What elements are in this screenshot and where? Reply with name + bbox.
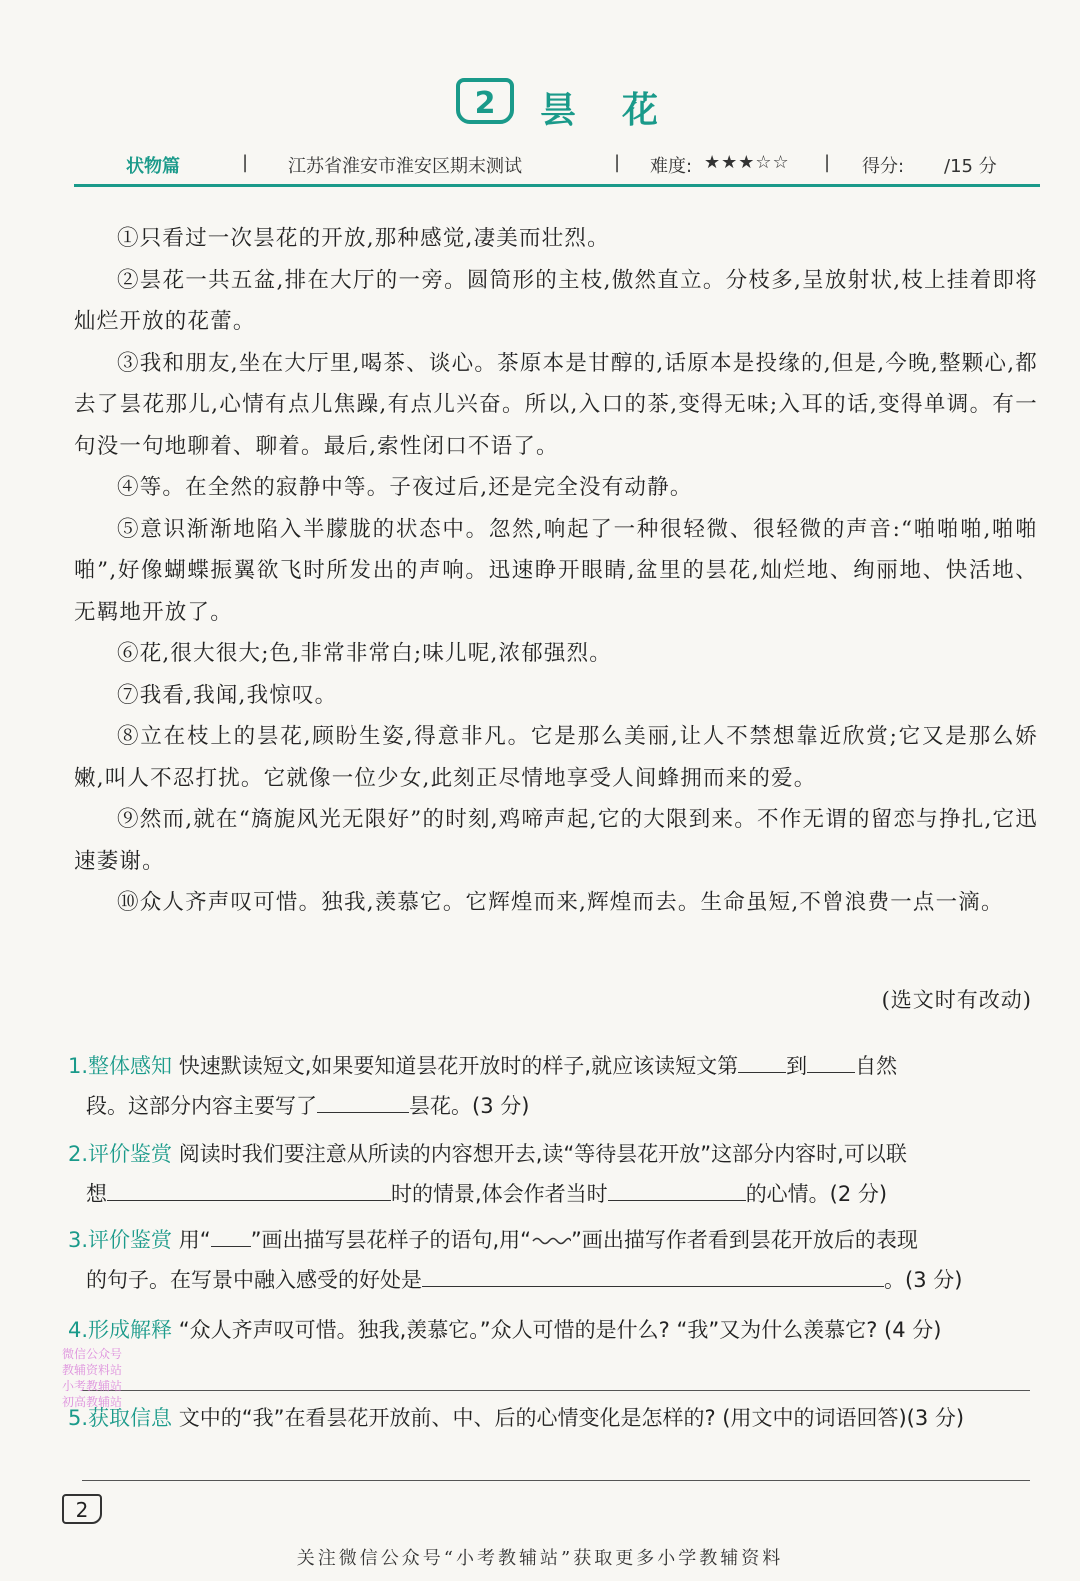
question-text: 想 bbox=[86, 1182, 107, 1206]
question-text: ”画出描写昙花样子的语句,用“ bbox=[250, 1228, 532, 1252]
question-text: 到 bbox=[786, 1054, 808, 1078]
answer-blank[interactable] bbox=[107, 1178, 391, 1201]
question-text: ”画出描写作者看到昙花开放后的表现 bbox=[571, 1228, 918, 1252]
category-label: 状物篇 bbox=[126, 156, 180, 177]
wavy-underline-icon bbox=[531, 1235, 571, 1247]
difficulty-stars: ★★★☆☆ bbox=[704, 152, 790, 173]
paragraph: ⑩众人齐声叹可惜。独我,羡慕它。它辉煌而来,辉煌而去。生命虽短,不曾浪费一点一滴。 bbox=[117, 890, 1004, 915]
divider: | bbox=[614, 152, 621, 173]
watermark-line: 教辅资料站 bbox=[62, 1363, 123, 1377]
question-4 bbox=[68, 1310, 1034, 1350]
question-text: 快速默读短文,如果要知道昙花开放时的样子,就应该读短文第 bbox=[172, 1054, 739, 1078]
paragraph: ⑦我看,我闻,我惊叹。 bbox=[117, 682, 338, 708]
divider: | bbox=[242, 152, 249, 173]
question-text: 的心情。(2 分) bbox=[745, 1182, 888, 1206]
paragraph: ⑨然而,就在“旖旎风光无限好”的时刻,鸡啼声起,它的大限到来。不作无谓的留恋与挣扎,它迅速萎谢。 bbox=[74, 807, 1038, 874]
score-label: 得分: bbox=[862, 156, 905, 177]
answer-blank[interactable] bbox=[317, 1090, 409, 1113]
watermark bbox=[62, 1346, 122, 1410]
question-tag: 1.整体感知 bbox=[68, 1054, 173, 1078]
paragraph: ①只看过一次昙花的开放,那种感觉,凄美而壮烈。 bbox=[117, 226, 610, 251]
divider: | bbox=[824, 152, 831, 173]
answer-line[interactable] bbox=[82, 1480, 1030, 1481]
watermark-line: 小考教辅站 bbox=[62, 1379, 123, 1393]
lesson-title: 昙花 bbox=[540, 89, 705, 131]
difficulty-label: 难度: bbox=[650, 156, 693, 177]
paragraph: ⑧立在枝上的昙花,顾盼生姿,得意非凡。它是那么美丽,让人不禁想靠近欣赏;它又是那么娇嫩,叫人不忍打扰。它就像一位少女,此刻正尽情地享受人间蜂拥而来的爱。 bbox=[74, 724, 1038, 791]
lesson-number-badge: 2 bbox=[456, 78, 514, 124]
question-text: “众人齐声叹可惜。独我,羡慕它。”众人可惜的是什么? “我”又为什么羡慕它? (4 分) bbox=[172, 1318, 942, 1342]
paragraph: ⑥花,很大很大;色,非常非常白;味儿呢,浓郁强烈。 bbox=[117, 641, 612, 666]
answer-line[interactable] bbox=[82, 1390, 1030, 1391]
paragraph: ⑤意识渐渐地陷入半朦胧的状态中。忽然,响起了一种很轻微、很轻微的声音:“啪啪啪,啪啪啪”,好像蝴蝶振翼欲飞时所发出的声响。迅速睁开眼睛,盆里的昙花,灿烂地、绚丽地、快活地、无羁地开放了。 bbox=[74, 516, 1038, 625]
page-number: 2 bbox=[62, 1494, 102, 1524]
paragraph: ④等。在全然的寂静中等。子夜过后,还是完全没有动静。 bbox=[117, 475, 693, 500]
question-3 bbox=[68, 1220, 1034, 1300]
straight-underline-mark bbox=[211, 1224, 251, 1247]
answer-blank[interactable] bbox=[807, 1050, 855, 1073]
question-text: 文中的“我”在看昙花开放前、中、后的心情变化是怎样的? (用文中的词语回答)(3 分) bbox=[172, 1406, 965, 1430]
question-5 bbox=[68, 1398, 1034, 1438]
meta-bar bbox=[74, 146, 1040, 187]
question-text: 。(3 分) bbox=[884, 1268, 963, 1292]
question-text: 时的情景,体会作者当时 bbox=[391, 1182, 608, 1206]
watermark-line: 微信公众号 bbox=[62, 1347, 123, 1361]
paragraph: ③我和朋友,坐在大厅里,喝茶、谈心。茶原本是甘醇的,话原本是投缘的,但是,今晚,整颗心,都去了昙花那儿,心情有点儿焦躁,有点儿兴奋。所以,入口的茶,变得无味;入耳的话,变得单调。有一句没一句地聊着、聊着。最后,索性闭口不语了。 bbox=[74, 350, 1038, 459]
question-2 bbox=[68, 1134, 1034, 1214]
score-total: /15 分 bbox=[944, 156, 997, 177]
question-tag: 3.评价鉴赏 bbox=[68, 1228, 173, 1252]
answer-blank[interactable] bbox=[608, 1178, 746, 1201]
footer-note: 关注微信公众号“小考教辅站”获取更多小学教辅资料 bbox=[296, 1548, 784, 1569]
question-text: 阅读时我们要注意从所读的内容想开去,读“等待昙花开放”这部分内容时,可以联 bbox=[172, 1142, 907, 1166]
question-text: 的句子。在写景中融入感受的好处是 bbox=[86, 1268, 422, 1292]
lesson-header bbox=[0, 70, 1080, 140]
paragraph: ②昙花一共五盆,排在大厅的一旁。圆筒形的主枝,傲然直立。分枝多,呈放射状,枝上挂着即将灿烂开放的花蕾。 bbox=[74, 267, 1038, 334]
question-text: 自然 bbox=[855, 1054, 898, 1078]
watermark-line: 初高教辅站 bbox=[62, 1395, 123, 1409]
answer-blank[interactable] bbox=[422, 1264, 884, 1287]
question-text: 用“ bbox=[172, 1228, 211, 1252]
answer-blank[interactable] bbox=[738, 1050, 786, 1073]
question-tag: 5.获取信息 bbox=[68, 1406, 173, 1430]
reading-passage bbox=[74, 218, 1038, 924]
question-1 bbox=[68, 1046, 1034, 1126]
question-tag: 4.形成解释 bbox=[68, 1318, 173, 1342]
question-text: 昙花。(3 分) bbox=[409, 1094, 530, 1118]
test-source: 江苏省淮安市淮安区期末测试 bbox=[288, 156, 522, 177]
question-tag: 2.评价鉴赏 bbox=[68, 1142, 173, 1166]
passage-source-note: (选文时有改动) bbox=[881, 988, 1032, 1012]
question-text: 段。这部分内容主要写了 bbox=[86, 1094, 317, 1118]
